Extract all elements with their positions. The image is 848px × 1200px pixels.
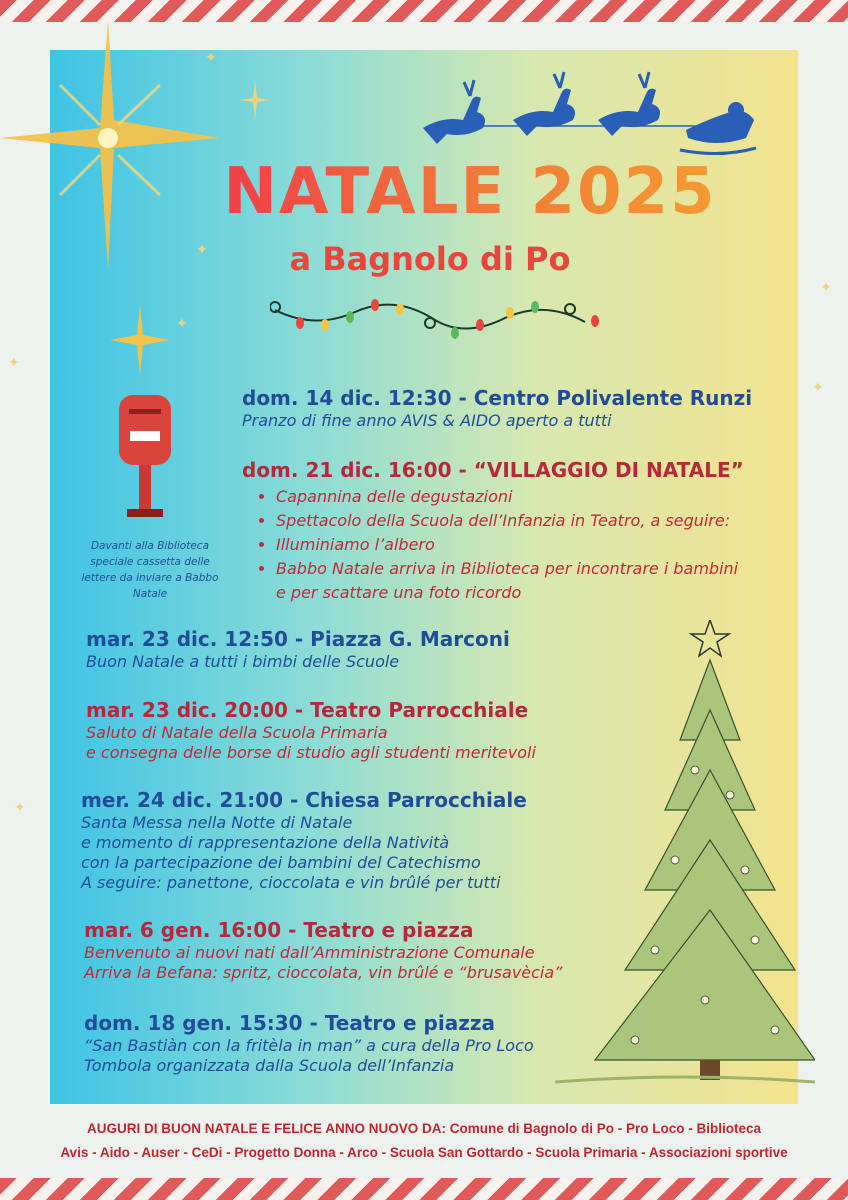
- sparkle-icon: ✦: [812, 380, 824, 396]
- event-detail: e momento di rappresentazione della Natività: [81, 833, 450, 852]
- poster-title: NATALE 2025: [190, 155, 750, 229]
- event-heading: dom. 21 dic. 16:00 - “VILLAGGIO DI NATALE”: [242, 458, 744, 482]
- sparkle-icon: ✦: [196, 242, 208, 258]
- event-3: [86, 626, 510, 672]
- sparkle-icon: ✦: [8, 355, 20, 371]
- event-5: [81, 787, 527, 893]
- event-detail: e consegna delle borse di studio agli studenti meritevoli: [86, 743, 536, 762]
- top-border: [0, 0, 848, 22]
- event-bullet-list: [242, 485, 744, 605]
- footer-greetings: AUGURI DI BUON NATALE E FELICE ANNO NUOVO DA: Comune di Bagnolo di Po - Pro Loco - Biblioteca: [87, 1121, 761, 1136]
- event-detail: Buon Natale a tutti i bimbi delle Scuole: [86, 652, 400, 671]
- mailbox-caption: Davanti alla Biblioteca speciale cassetta delle lettere da inviare a Babbo Natale: [81, 540, 219, 600]
- christmas-tree-icon: [555, 620, 815, 1090]
- sparkle-icon: ✦: [176, 316, 188, 332]
- event-detail: Saluto di Natale della Scuola Primaria: [86, 723, 388, 742]
- event-heading: mar. 23 dic. 12:50 - Piazza G. Marconi: [86, 627, 510, 651]
- event-detail: A seguire: panettone, cioccolata e vin brûlé per tutti: [81, 873, 501, 892]
- event-heading: mar. 23 dic. 20:00 - Teatro Parrocchiale: [86, 698, 529, 722]
- event-4: [86, 697, 536, 763]
- sparkle-icon: ✦: [14, 800, 26, 816]
- event-detail: “San Bastiàn con la fritèla in man” a cura della Pro Loco: [84, 1036, 534, 1055]
- event-heading: dom. 18 gen. 15:30 - Teatro e piazza: [84, 1011, 495, 1035]
- event-1: [242, 385, 752, 431]
- event-6: [84, 917, 562, 983]
- event-detail: Pranzo di fine anno AVIS & AIDO aperto a tutti: [242, 411, 612, 430]
- event-detail: Tombola organizzata dalla Scuola dell’Infanzia: [84, 1056, 455, 1075]
- star-icon: [0, 20, 220, 280]
- star-icon: [240, 80, 270, 120]
- event-bullet: • Capannina delle degustazioni: [276, 485, 744, 509]
- sleigh-reindeer-icon: [418, 68, 758, 163]
- event-2: [242, 457, 744, 605]
- event-heading: mar. 6 gen. 16:00 - Teatro e piazza: [84, 918, 474, 942]
- event-bullet-continuation: e per scattare una foto ricordo: [276, 583, 522, 602]
- event-detail: Benvenuto ai nuovi nati dall’Amministrazione Comunale: [84, 943, 535, 962]
- event-7: [84, 1010, 534, 1076]
- sparkle-icon: ✦: [820, 280, 832, 296]
- bottom-border: [0, 1178, 848, 1200]
- sparkle-icon: ✦: [205, 50, 217, 66]
- event-heading: dom. 14 dic. 12:30 - Centro Polivalente Runzi: [242, 386, 753, 410]
- string-lights-icon: [270, 295, 610, 340]
- mailbox-icon: [115, 393, 175, 523]
- star-icon: [110, 305, 170, 375]
- footer-sponsors: Avis - Aido - Auser - CeDi - Progetto Donna - Arco - Scuola San Gottardo - Scuola Primaria - Associazioni sportive: [60, 1145, 788, 1160]
- poster-subtitle: a Bagnolo di Po: [289, 240, 571, 278]
- event-bullet: • Babbo Natale arriva in Biblioteca per incontrare i bambini: [276, 557, 744, 581]
- event-detail: con la partecipazione dei bambini del Catechismo: [81, 853, 481, 872]
- event-detail: Santa Messa nella Notte di Natale: [81, 813, 353, 832]
- event-detail: Arriva la Befana: spritz, cioccolata, vin brûlé e “brusavècia”: [84, 963, 563, 982]
- event-heading: mer. 24 dic. 21:00 - Chiesa Parrocchiale: [81, 788, 527, 812]
- event-bullet: • Spettacolo della Scuola dell’Infanzia in Teatro, a seguire:: [276, 509, 744, 533]
- event-bullet: • Illuminiamo l’albero: [276, 533, 744, 557]
